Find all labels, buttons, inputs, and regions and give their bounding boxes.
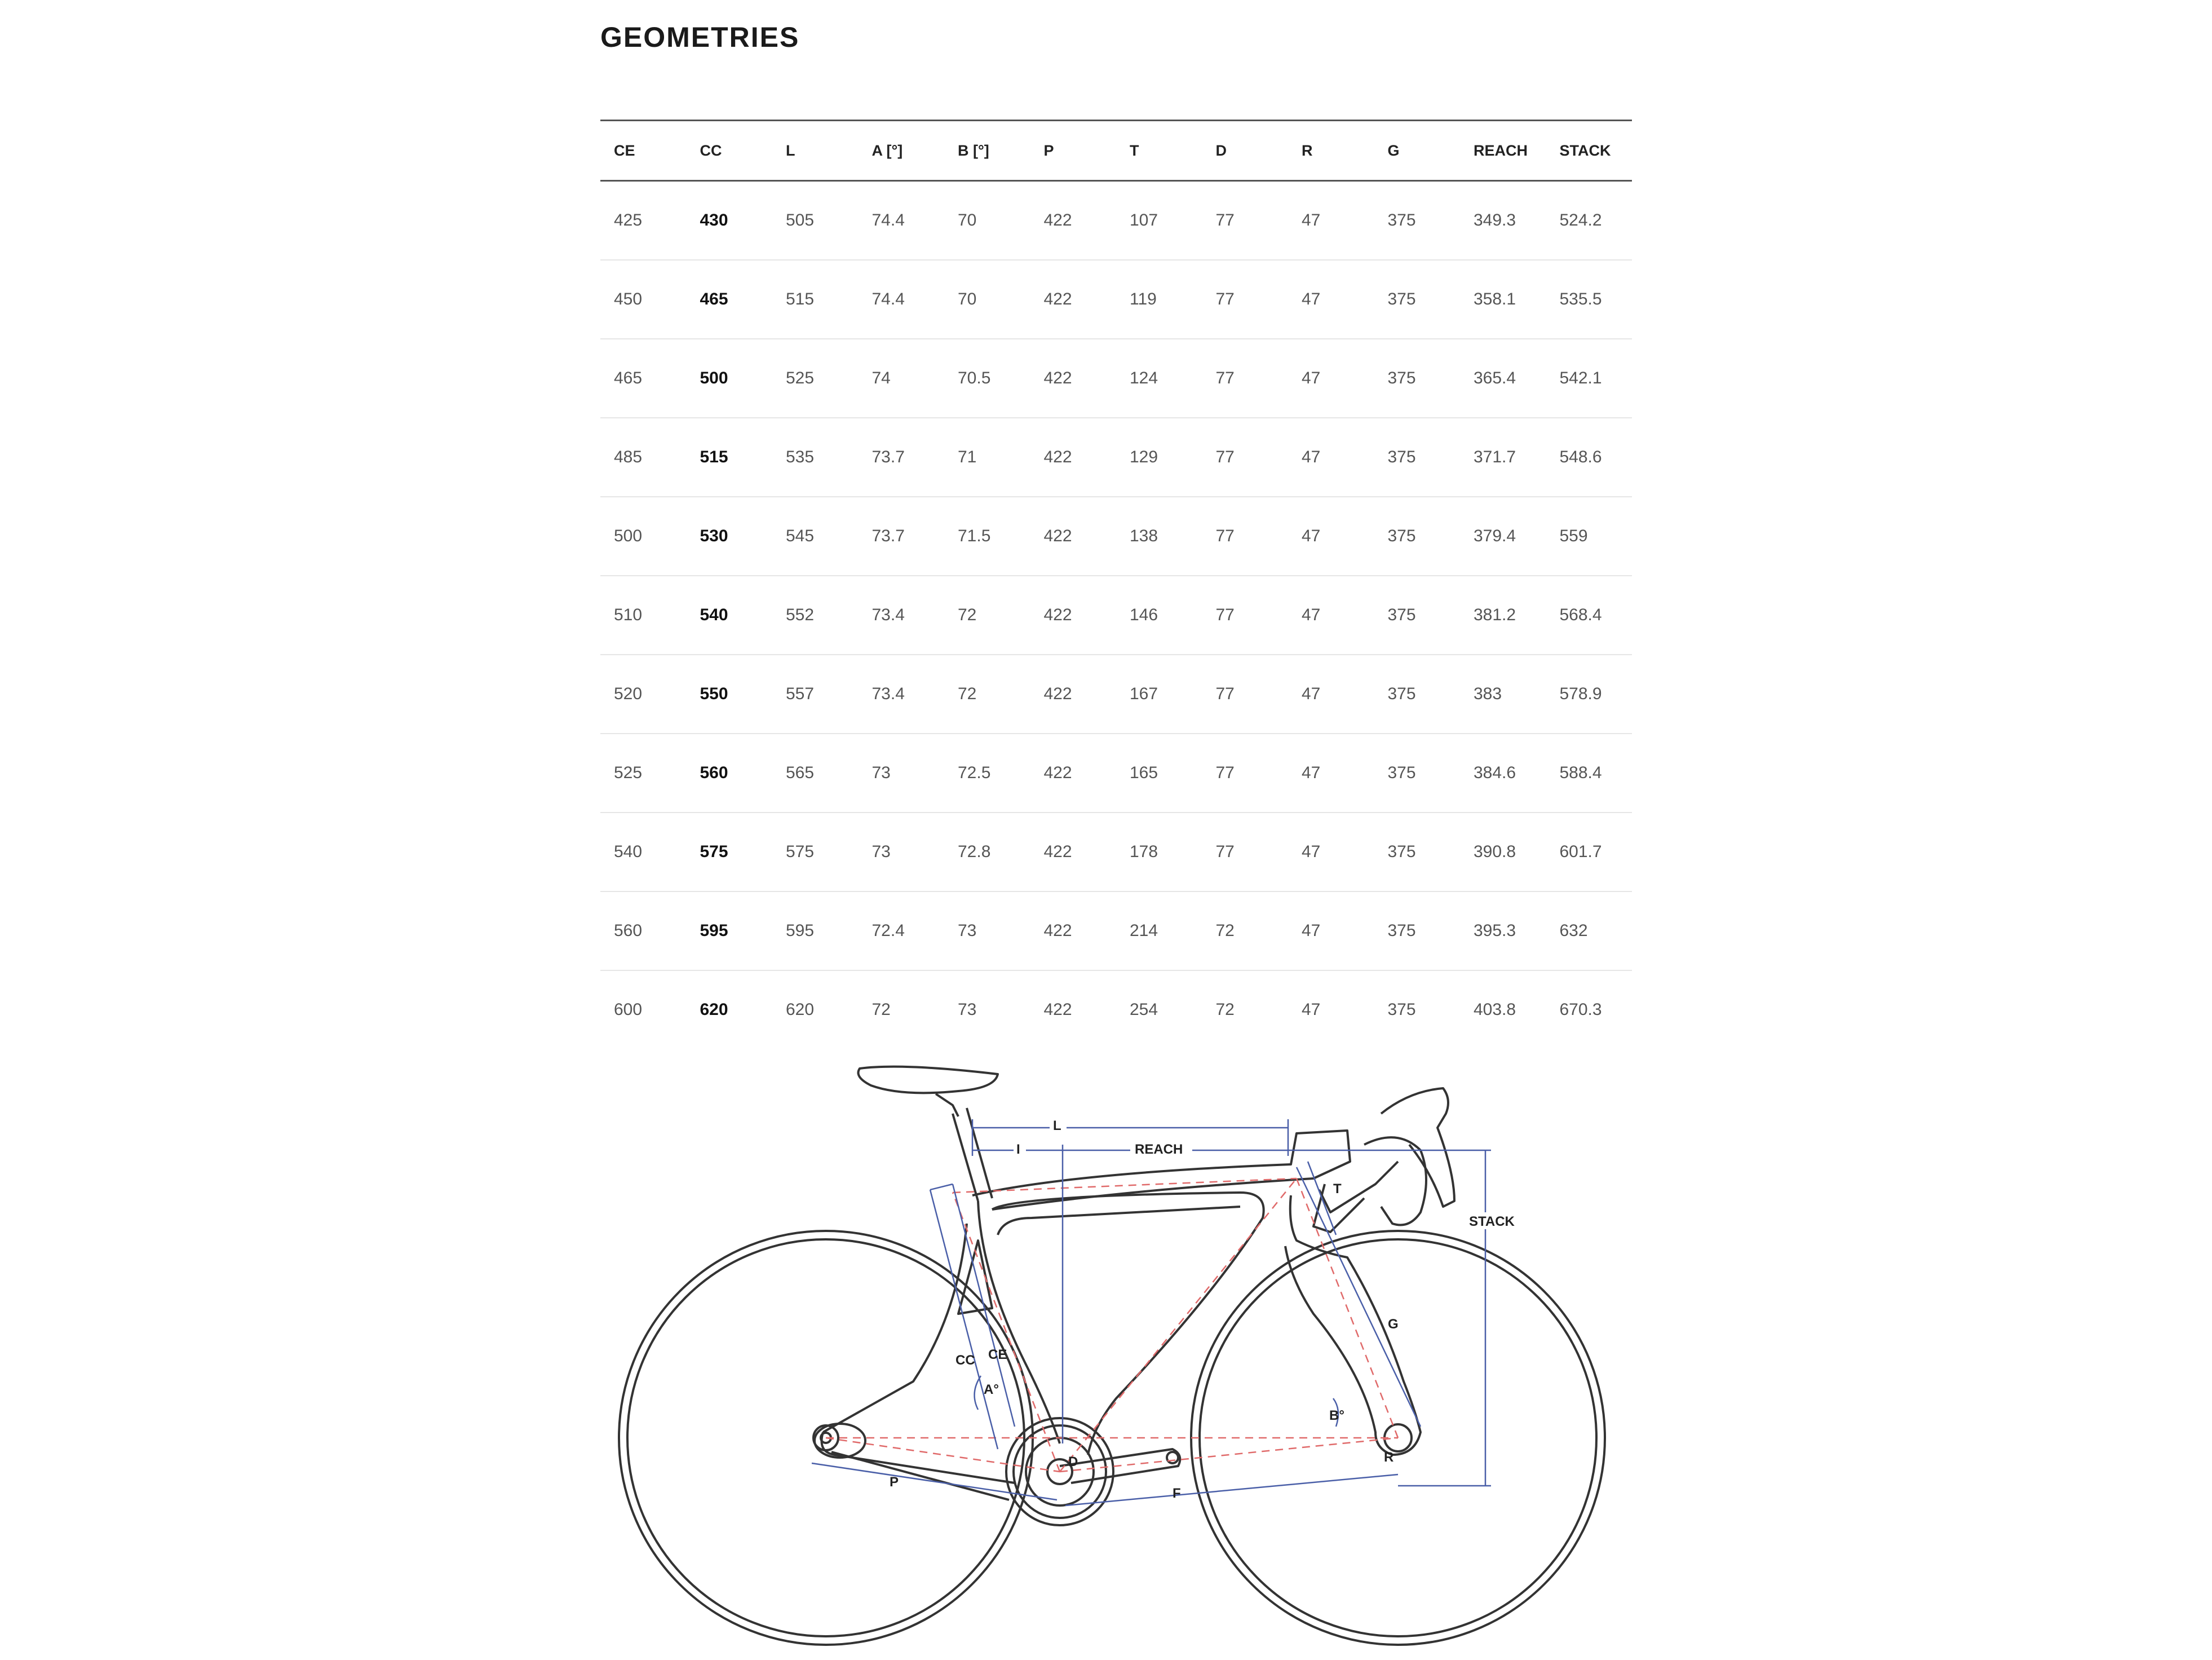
table-cell: 107 [1116,181,1202,261]
column-header: STACK [1546,121,1633,181]
table-cell: 77 [1202,734,1289,813]
table-cell: 119 [1116,260,1202,339]
table-cell: 167 [1116,655,1202,734]
table-cell: 515 [772,260,859,339]
table-cell: 535 [772,418,859,497]
table-cell: 375 [1374,813,1461,891]
table-cell: 47 [1288,655,1374,734]
table-cell: 381.2 [1460,576,1546,655]
table-cell: 47 [1288,181,1374,261]
table-cell: 530 [687,497,773,576]
geometry-table [600,120,1632,1049]
table-cell: 600 [614,1000,643,1019]
table-cell: 77 [1202,497,1289,576]
table-cell: 47 [1288,260,1374,339]
table-cell: 375 [1374,418,1461,497]
table-cell: 47 [1288,576,1374,655]
table-cell: 520 [600,655,687,734]
table-cell: 358.1 [1460,260,1546,339]
table-cell: 565 [772,734,859,813]
table-cell: 375 [1374,497,1461,576]
column-header: REACH [1460,121,1546,181]
table-cell: 575 [772,813,859,891]
table-cell: 74 [859,339,945,418]
table-cell: 72 [871,1000,891,1019]
table-cell: 595 [687,891,773,970]
table-row [600,734,1632,813]
table-cell: 395.3 [1460,891,1546,970]
column-header: D [1202,121,1289,181]
table-cell: 505 [772,181,859,261]
table-cell: 77 [1202,655,1289,734]
table-cell: 542.1 [1546,339,1633,418]
table-cell: 422 [1043,1000,1072,1019]
table-cell: 500 [687,339,773,418]
table-cell: 375 [1374,734,1461,813]
table-cell: 72 [1215,1000,1235,1019]
table-cell: 510 [600,576,687,655]
table-cell: 73.7 [859,497,945,576]
geometry-guidelines [826,1178,1398,1472]
table-cell: 525 [772,339,859,418]
table-cell: 349.3 [1460,181,1546,261]
table-cell: 383 [1460,655,1546,734]
table-cell: 422 [1030,181,1117,261]
table-cell: 557 [772,655,859,734]
column-header: T [1116,121,1202,181]
column-header: L [772,121,859,181]
table-cell: 375 [1374,181,1461,261]
table-cell: 375 [1387,1000,1416,1019]
table-body [600,181,1632,1049]
table-cell: 575 [687,813,773,891]
table-cell: 670.3 [1559,1000,1602,1019]
table-cell: 73 [859,813,945,891]
table-cell: 422 [1030,576,1117,655]
table-cell: 632 [1546,891,1633,970]
label-CE: CE [988,1347,1007,1362]
table-cell: 568.4 [1546,576,1633,655]
label-A: A° [984,1382,999,1397]
table-cell: 560 [687,734,773,813]
table-cell: 371.7 [1460,418,1546,497]
table-cell: 540 [600,813,687,891]
table-row [600,813,1632,891]
label-T: T [1333,1181,1342,1197]
table-cell: 138 [1116,497,1202,576]
table-row [600,181,1632,261]
label-STACK: STACK [1469,1214,1515,1229]
table-row [600,339,1632,418]
table-cell: 620 [786,1000,815,1019]
table-cell: 425 [600,181,687,261]
table-cell: 550 [687,655,773,734]
table-cell: 375 [1374,891,1461,970]
table-cell: 545 [772,497,859,576]
table-cell: 73.7 [859,418,945,497]
table-cell: 70.5 [944,339,1030,418]
table-cell: 72 [944,576,1030,655]
table-cell: 77 [1202,813,1289,891]
label-P: P [890,1474,899,1490]
table-cell: 535.5 [1546,260,1633,339]
table-cell: 601.7 [1546,813,1633,891]
table-cell: 422 [1030,734,1117,813]
table-cell: 73.4 [859,576,945,655]
table-cell: 77 [1202,418,1289,497]
table-cell: 47 [1302,1000,1321,1019]
table-row [600,970,1632,1049]
table-cell: 165 [1116,734,1202,813]
table-cell: 72.4 [859,891,945,970]
table-cell: 47 [1288,734,1374,813]
table-cell: 552 [772,576,859,655]
table-cell: 178 [1116,813,1202,891]
table-cell: 525 [600,734,687,813]
table-cell: 72 [1202,891,1289,970]
column-header: R [1288,121,1374,181]
table-cell: 375 [1374,655,1461,734]
label-I: I [1016,1142,1020,1157]
table-row [600,891,1632,970]
table-cell: 365.4 [1460,339,1546,418]
table-cell: 74.4 [859,181,945,261]
table-cell: 559 [1546,497,1633,576]
table-cell: 465 [600,339,687,418]
table-cell: 71.5 [944,497,1030,576]
table-cell: 47 [1288,418,1374,497]
table-cell: 560 [600,891,687,970]
column-header: CE [600,121,687,181]
table-cell: 72 [944,655,1030,734]
table-row [600,497,1632,576]
table-cell: 422 [1030,655,1117,734]
table-cell: 129 [1116,418,1202,497]
table-cell: 430 [687,181,773,261]
table-cell: 375 [1374,576,1461,655]
table-cell: 124 [1116,339,1202,418]
table-cell: 465 [687,260,773,339]
table-cell: 73 [958,1000,977,1019]
table-cell: 384.6 [1460,734,1546,813]
table-cell: 422 [1030,339,1117,418]
table-cell: 524.2 [1546,181,1633,261]
table-cell: 77 [1202,260,1289,339]
table-cell: 375 [1374,260,1461,339]
table-cell: 422 [1030,813,1117,891]
table-row [600,576,1632,655]
column-header: P [1030,121,1117,181]
label-F: F [1173,1486,1181,1501]
table-cell: 450 [600,260,687,339]
table-cell: 254 [1130,1000,1158,1019]
table-header-row [600,121,1632,181]
table-cell: 47 [1288,891,1374,970]
table-cell: 214 [1116,891,1202,970]
table-cell: 47 [1288,497,1374,576]
column-header: G [1374,121,1461,181]
table-cell: 485 [600,418,687,497]
table-cell: 379.4 [1460,497,1546,576]
table-cell: 47 [1288,339,1374,418]
table-cell: 74.4 [859,260,945,339]
label-CC: CC [955,1353,975,1368]
table-cell: 390.8 [1460,813,1546,891]
table-cell: 595 [772,891,859,970]
table-cell: 73 [859,734,945,813]
table-cell: 375 [1374,339,1461,418]
table-cell: 515 [687,418,773,497]
table-cell: 73 [944,891,1030,970]
label-REACH: REACH [1135,1142,1183,1157]
table-cell: 77 [1202,339,1289,418]
table-cell: 422 [1030,891,1117,970]
table-cell: 422 [1030,260,1117,339]
table-cell: 403.8 [1474,1000,1516,1019]
column-header: B [°] [944,121,1030,181]
table-cell: 70 [944,260,1030,339]
label-L: L [1053,1118,1061,1133]
table-cell: 540 [687,576,773,655]
table-cell: 422 [1030,418,1117,497]
column-header: A [°] [859,121,945,181]
table-cell: 72.8 [944,813,1030,891]
label-R: R [1384,1450,1394,1465]
label-B: B° [1329,1408,1344,1423]
table-row [600,260,1632,339]
table-cell: 620 [700,1000,728,1019]
table-cell: 500 [600,497,687,576]
table-cell: 548.6 [1546,418,1633,497]
table-cell: 422 [1030,497,1117,576]
table-row [600,655,1632,734]
table-cell: 146 [1116,576,1202,655]
table-cell: 71 [944,418,1030,497]
label-G: G [1388,1317,1399,1332]
table-cell: 588.4 [1546,734,1633,813]
table-cell: 73.4 [859,655,945,734]
table-cell: 47 [1288,813,1374,891]
label-D: D [1068,1454,1078,1469]
table-row [600,418,1632,497]
table-cell: 72.5 [944,734,1030,813]
bike-geometry-diagram [614,1060,1623,1660]
page-title: GEOMETRIES [600,21,800,53]
table-cell: 77 [1202,576,1289,655]
table-cell: 77 [1202,181,1289,261]
column-header: CC [687,121,773,181]
table-cell: 578.9 [1546,655,1633,734]
table-cell: 70 [944,181,1030,261]
